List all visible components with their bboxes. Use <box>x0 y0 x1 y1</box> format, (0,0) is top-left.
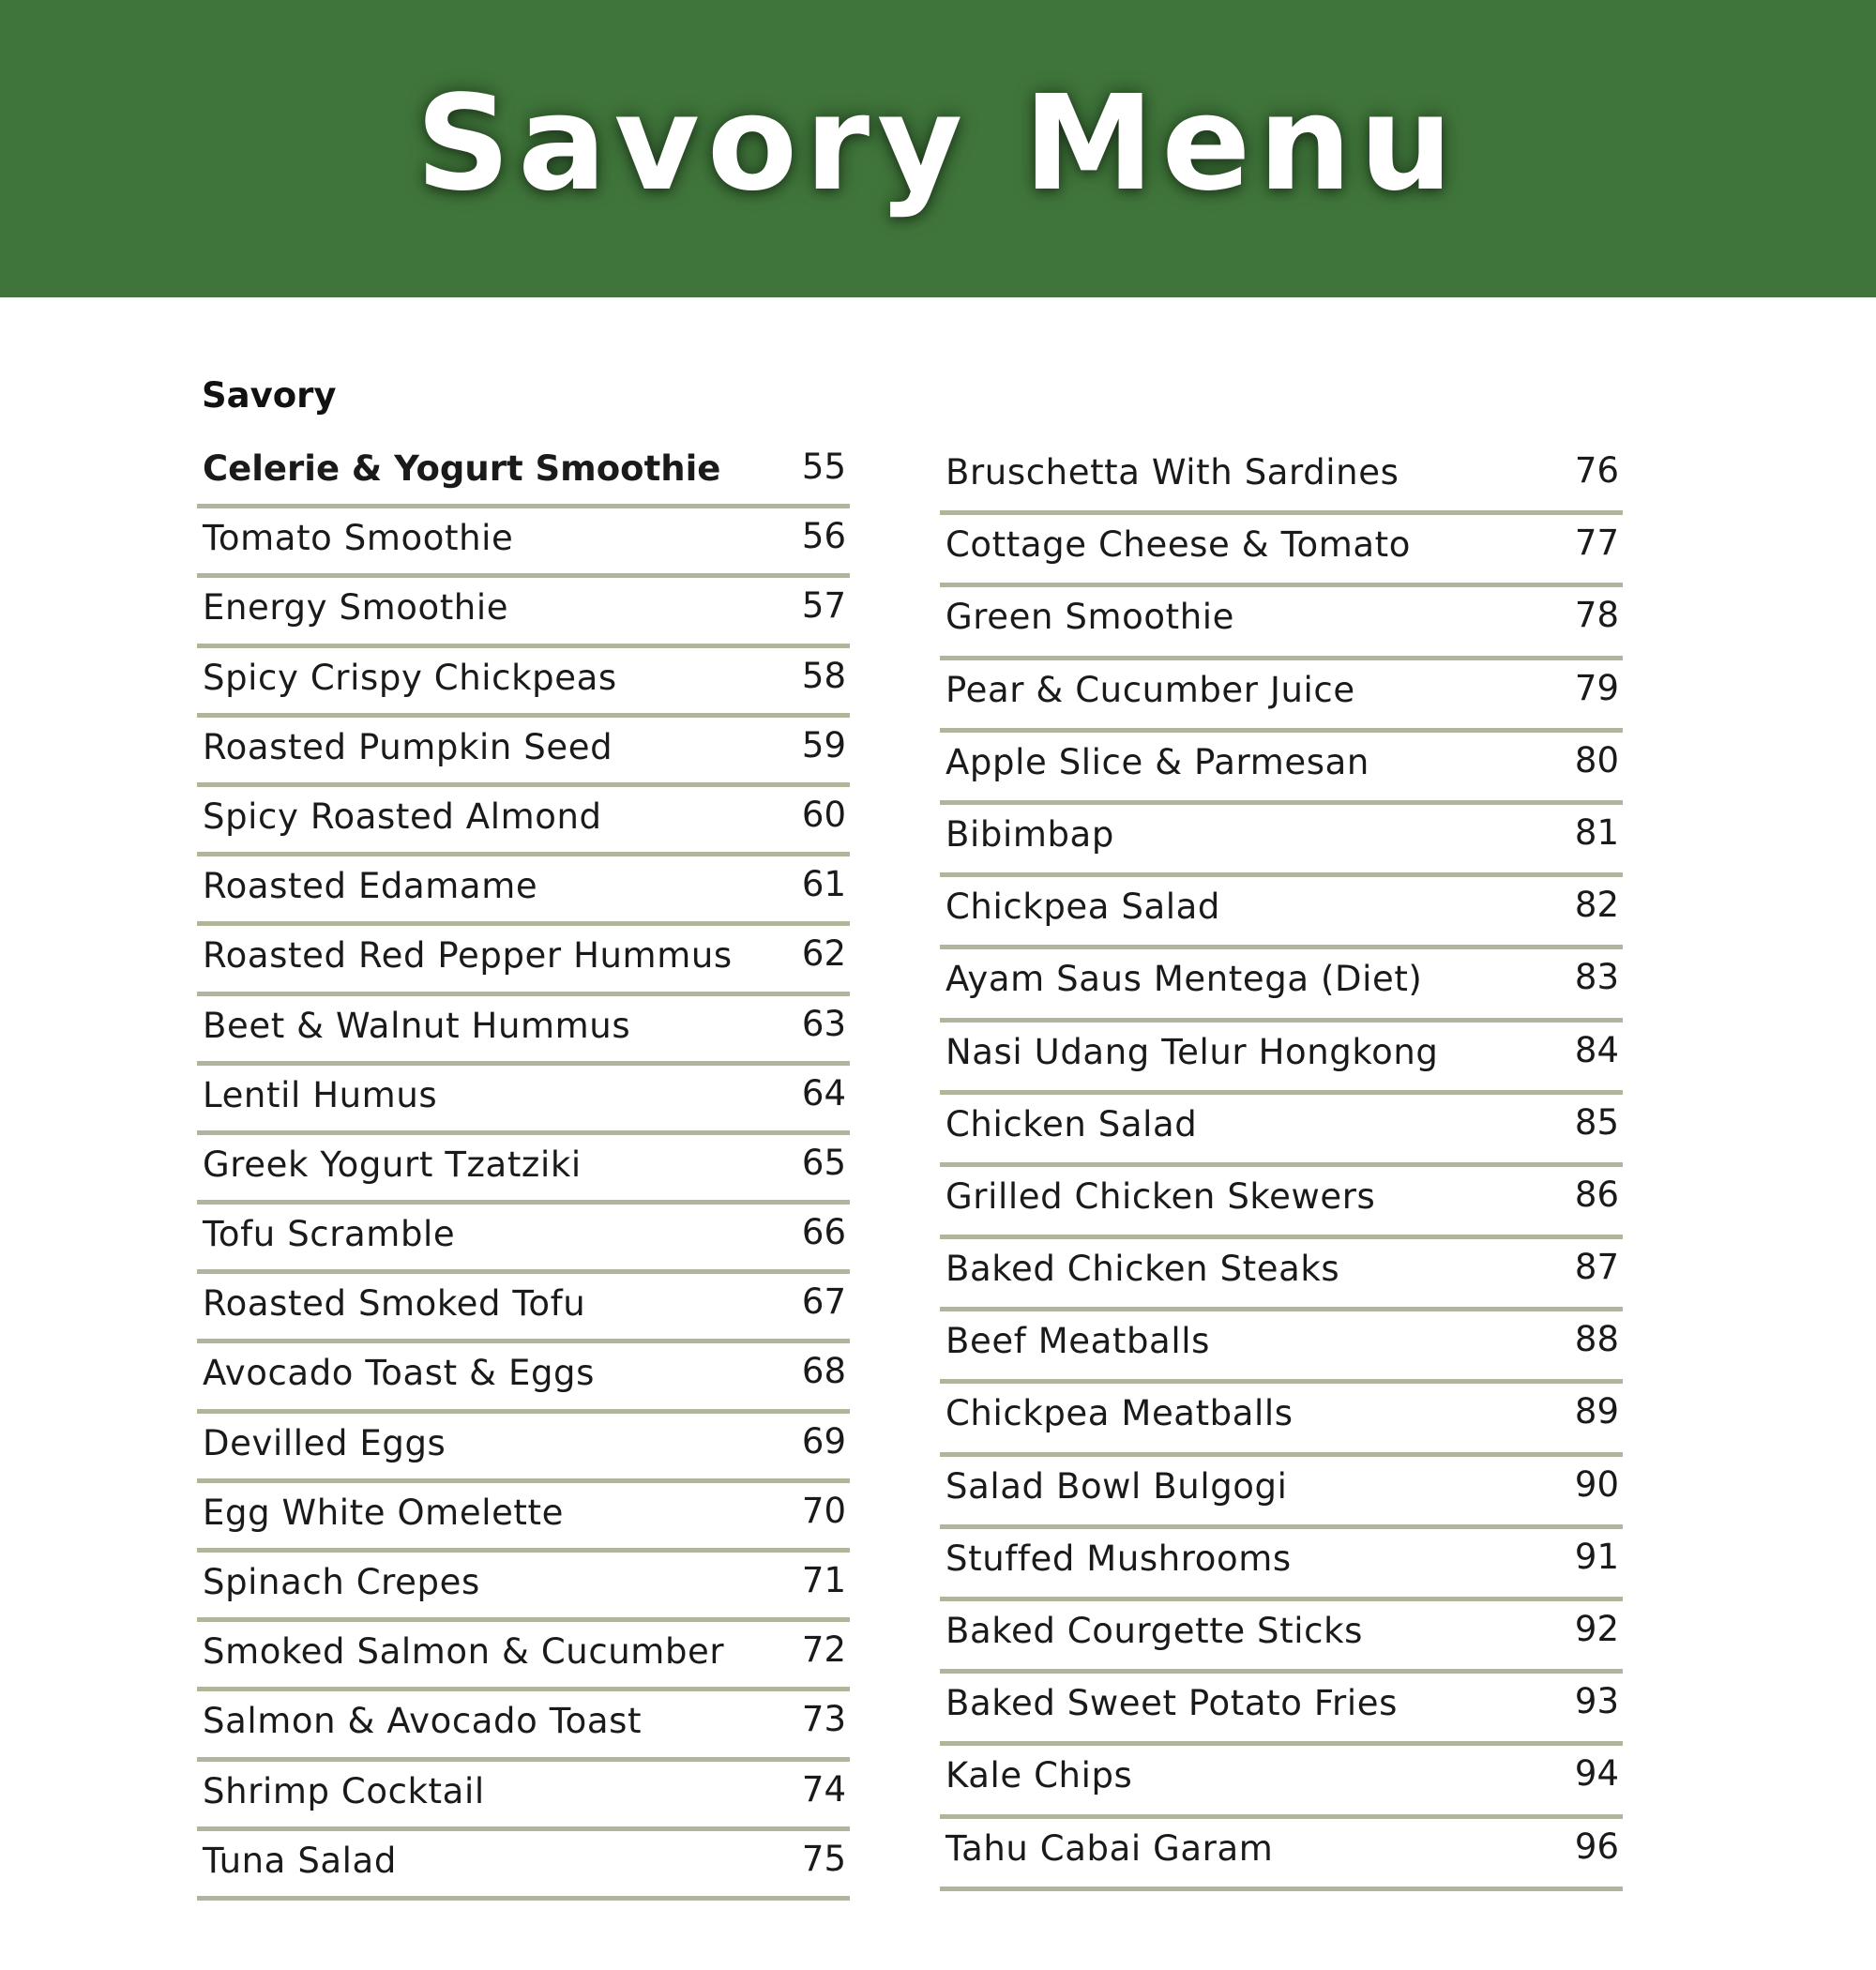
menu-item <box>197 1831 850 1901</box>
menu-item <box>940 1023 1623 1095</box>
menu-item <box>197 1691 850 1761</box>
menu-item-price: 71 <box>801 1560 846 1600</box>
menu-item <box>940 443 1623 515</box>
menu-item-name: Chicken Salad <box>946 1103 1198 1144</box>
menu-item <box>197 1483 850 1553</box>
menu-column-right <box>940 443 1623 1891</box>
header-banner <box>0 0 1876 297</box>
menu-item <box>940 1601 1623 1674</box>
menu-item <box>197 1274 850 1343</box>
menu-item <box>940 805 1623 877</box>
menu-item-name: Grilled Chicken Skewers <box>946 1175 1376 1217</box>
menu-item-price: 86 <box>1574 1174 1619 1215</box>
menu-item-name: Salmon & Avocado Toast <box>203 1701 643 1742</box>
menu-item <box>940 587 1623 659</box>
menu-item-name: Stuffed Mushrooms <box>946 1538 1292 1579</box>
menu-item-name: Tuna Salad <box>203 1840 397 1881</box>
menu-item-name: Bruschetta With Sardines <box>946 452 1399 492</box>
menu-item-name: Baked Sweet Potato Fries <box>946 1683 1398 1724</box>
menu-item <box>197 1066 850 1135</box>
menu-column-left <box>197 439 850 1901</box>
menu-item-name: Spinach Crepes <box>203 1562 480 1602</box>
menu-item-price: 94 <box>1574 1753 1619 1795</box>
menu-item <box>197 1762 850 1831</box>
menu-item <box>940 1746 1623 1818</box>
menu-item-price: 70 <box>801 1490 846 1531</box>
menu-item-name: Smoked Salmon & Cucumber <box>203 1631 725 1673</box>
menu-item-name: Roasted Pumpkin Seed <box>203 726 613 767</box>
menu-item-name: Chickpea Salad <box>946 886 1221 928</box>
menu-item-price: 57 <box>801 585 846 627</box>
menu-item-price: 84 <box>1574 1029 1619 1070</box>
menu-item-price: 80 <box>1574 739 1619 780</box>
menu-item-price: 58 <box>801 655 846 696</box>
menu-item-name: Energy Smoothie <box>203 587 509 629</box>
menu-item-price: 61 <box>801 864 846 905</box>
menu-item-name: Avocado Toast & Eggs <box>203 1353 595 1394</box>
menu-item <box>940 1674 1623 1746</box>
menu-item-name: Roasted Edamame <box>203 866 538 907</box>
menu-item-price: 62 <box>801 933 846 975</box>
menu-item-name: Tahu Cabai Garam <box>946 1827 1274 1869</box>
menu-item-name: Tofu Scramble <box>203 1214 456 1255</box>
menu-item-name: Bibimbap <box>946 813 1114 855</box>
menu-item-name: Spicy Roasted Almond <box>203 796 602 837</box>
menu-item-price: 76 <box>1574 450 1619 491</box>
menu-item-price: 92 <box>1574 1609 1619 1649</box>
menu-item-name: Tomato Smoothie <box>203 518 514 559</box>
menu-item-name: Chickpea Meatballs <box>946 1393 1294 1434</box>
menu-item-name: Beet & Walnut Hummus <box>203 1005 631 1046</box>
menu-item-name: Egg White Omelette <box>203 1492 565 1533</box>
menu-item <box>197 1414 850 1483</box>
menu-item-price: 67 <box>801 1281 846 1323</box>
menu-item-name: Beef Meatballs <box>946 1321 1210 1362</box>
menu-item-price: 68 <box>801 1351 846 1392</box>
menu-item-name: Salad Bowl Bulgogi <box>946 1465 1288 1507</box>
menu-item-name: Green Smoothie <box>946 597 1235 638</box>
menu-item <box>197 578 850 647</box>
menu-item <box>197 1135 850 1205</box>
menu-item-price: 77 <box>1574 523 1619 564</box>
menu-item-price: 59 <box>801 724 846 765</box>
menu-item-name: Lentil Humus <box>203 1074 438 1115</box>
menu-item <box>197 996 850 1066</box>
menu-item <box>940 515 1623 587</box>
menu-item-price: 65 <box>801 1142 846 1183</box>
menu-item-name: Roasted Smoked Tofu <box>203 1283 586 1325</box>
menu-item <box>940 1384 1623 1456</box>
menu-item-name: Nasi Udang Telur Hongkong <box>946 1031 1439 1072</box>
section-heading: Savory <box>202 375 337 416</box>
menu-item <box>197 439 850 508</box>
menu-item-price: 63 <box>801 1003 846 1044</box>
menu-item-name: Shrimp Cocktail <box>203 1770 485 1811</box>
menu-item <box>940 877 1623 949</box>
menu-item <box>940 1311 1623 1384</box>
menu-item <box>940 949 1623 1022</box>
menu-item-price: 79 <box>1574 667 1619 708</box>
menu-item-price: 83 <box>1574 957 1619 998</box>
menu-item-name: Pear & Cucumber Juice <box>946 669 1355 710</box>
menu-item-price: 87 <box>1574 1247 1619 1288</box>
menu-item-name: Celerie & Yogurt Smoothie <box>203 448 721 489</box>
menu-item-name: Greek Yogurt Tzatziki <box>203 1144 582 1185</box>
menu-item-price: 69 <box>801 1420 846 1462</box>
menu-item <box>940 1529 1623 1601</box>
menu-item-price: 82 <box>1574 885 1619 926</box>
menu-item-name: Ayam Saus Mentega (Diet) <box>946 959 1423 1000</box>
menu-item <box>197 648 850 718</box>
menu-item-price: 78 <box>1574 595 1619 636</box>
menu-item-price: 64 <box>801 1072 846 1114</box>
menu-item-name: Roasted Red Pepper Hummus <box>203 935 733 977</box>
menu-item-name: Spicy Crispy Chickpeas <box>203 657 617 698</box>
page-title: Savory Menu <box>416 68 1460 220</box>
menu-item <box>197 1622 850 1691</box>
menu-item-name: Devilled Eggs <box>203 1422 446 1463</box>
menu-item <box>197 926 850 995</box>
menu-item-price: 90 <box>1574 1463 1619 1505</box>
menu-item <box>197 787 850 856</box>
menu-item <box>197 1205 850 1274</box>
menu-item <box>940 1239 1623 1311</box>
menu-item-name: Kale Chips <box>946 1755 1133 1796</box>
menu-item <box>940 660 1623 733</box>
menu-item-name: Baked Courgette Sticks <box>946 1611 1363 1651</box>
menu-item-price: 75 <box>801 1838 846 1879</box>
menu-item <box>197 718 850 787</box>
menu-item-price: 81 <box>1574 811 1619 853</box>
menu-item-name: Baked Chicken Steaks <box>946 1249 1340 1290</box>
menu-item-price: 55 <box>801 447 846 487</box>
menu-item <box>940 1819 1623 1891</box>
menu-item-price: 73 <box>801 1699 846 1740</box>
menu-item <box>940 1457 1623 1529</box>
menu-item-name: Apple Slice & Parmesan <box>946 741 1369 782</box>
menu-item <box>197 1553 850 1622</box>
menu-item <box>940 1095 1623 1167</box>
menu-item-price: 88 <box>1574 1319 1619 1360</box>
menu-item <box>197 508 850 578</box>
menu-item-price: 96 <box>1574 1826 1619 1867</box>
menu-item-price: 89 <box>1574 1391 1619 1432</box>
menu-item-price: 72 <box>801 1629 846 1671</box>
menu-item-price: 60 <box>801 794 846 835</box>
menu-item-price: 74 <box>801 1768 846 1810</box>
menu-item-price: 85 <box>1574 1101 1619 1143</box>
menu-item <box>197 856 850 926</box>
menu-item-name: Cottage Cheese & Tomato <box>946 524 1412 566</box>
menu-item-price: 91 <box>1574 1536 1619 1577</box>
menu-item <box>940 733 1623 805</box>
menu-item-price: 56 <box>801 516 846 557</box>
menu-item-price: 93 <box>1574 1681 1619 1722</box>
menu-item <box>197 1343 850 1413</box>
menu-item-price: 66 <box>801 1212 846 1253</box>
menu-item <box>940 1167 1623 1239</box>
